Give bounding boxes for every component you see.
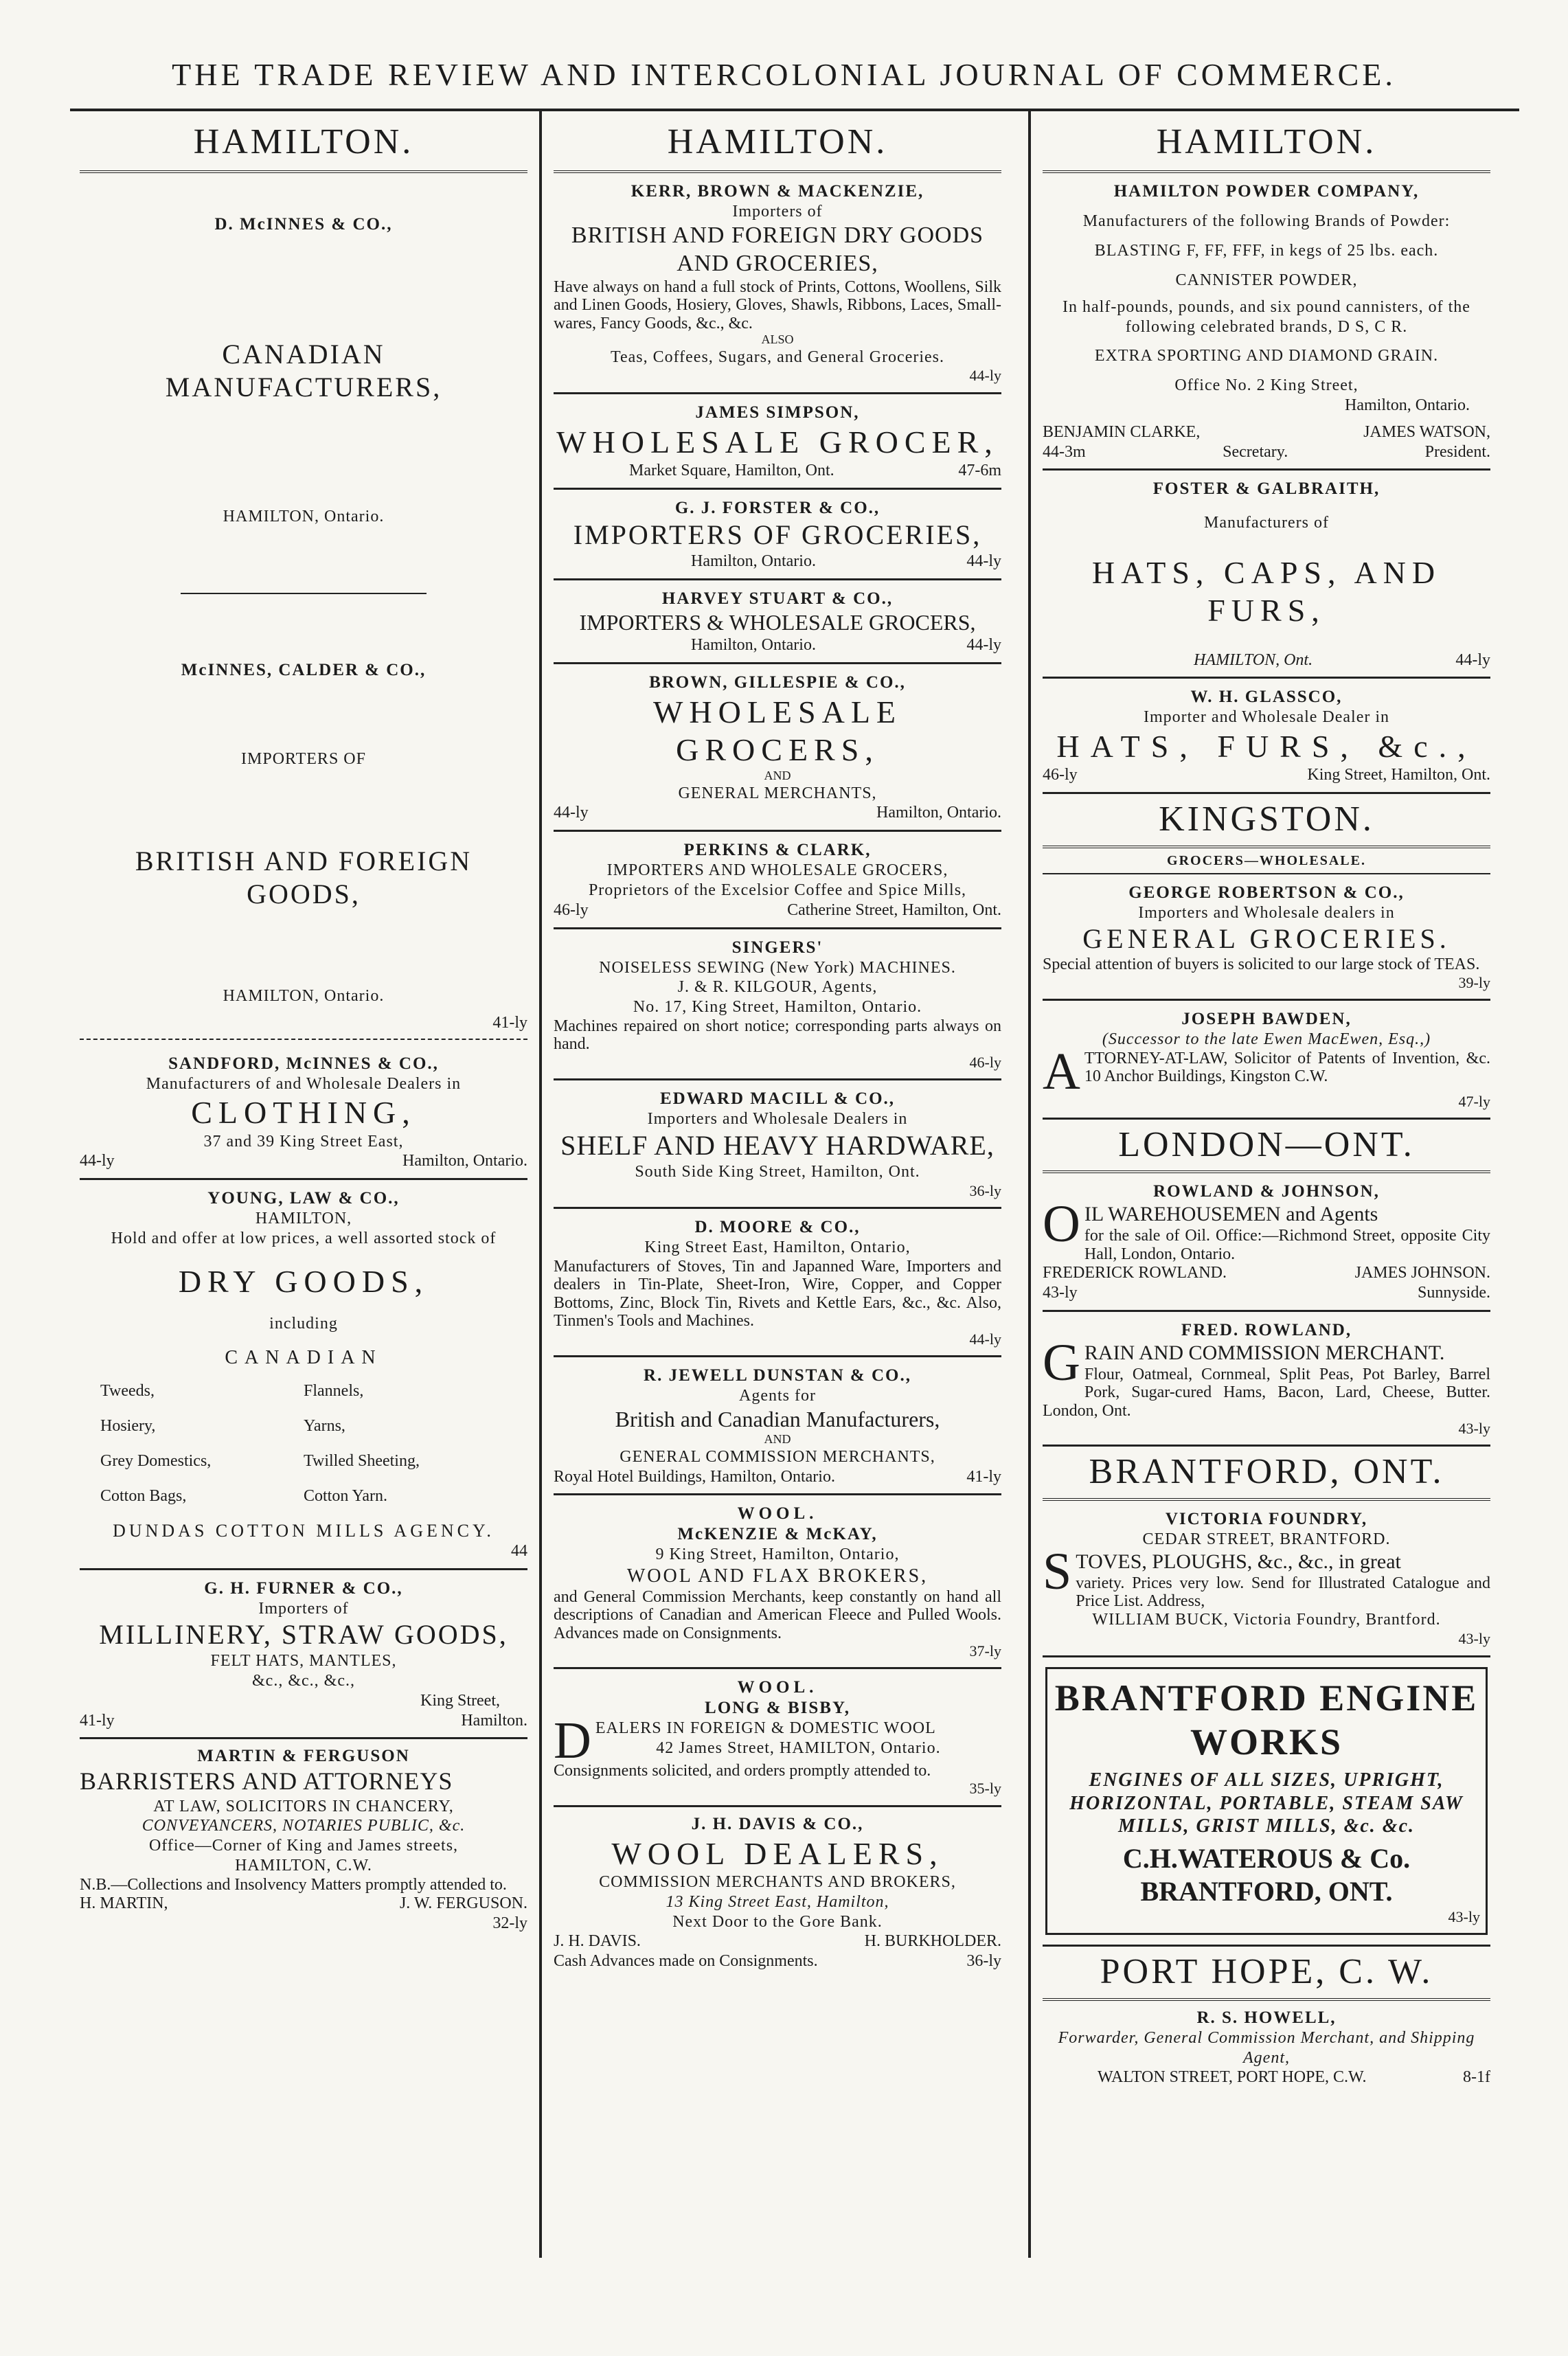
ad-trade: WHOLESALE GROCERS, [652,694,902,767]
ad-name: LONG & BISBY, [705,1699,850,1718]
ad-name: JOSEPH BAWDEN, [1181,1010,1352,1029]
drop-cap: G [1043,1340,1080,1392]
ad-name: G. H. FURNER & CO., [204,1578,403,1598]
ad-owner: C.H.WATEROUS & Co. BRANTFORD, ONT. [1122,1842,1411,1907]
ad-name: G. J. FORSTER & CO., [674,498,880,517]
ad-code: 43-ly [1458,1630,1490,1648]
ad-address: Hamilton, Ontario. [691,552,816,570]
ad-name: FRED. ROWLAND, [1181,1320,1352,1339]
ad-name: J. H. DAVIS & CO., [691,1814,864,1833]
ad-code: 8-1f [1463,2068,1490,2087]
ad-desc2: In half-pounds, pounds, and six pound cannisters, of the following celebrated brands, D S, C R. [1063,297,1470,336]
ad-partner: JAMES JOHNSON. [1354,1264,1490,1282]
ad-code: 46-ly [554,901,589,919]
ad-goods: MILLINERY, STRAW GOODS, [99,1619,508,1651]
ad-gillespie [554,664,1001,832]
ad-address: Royal Hotel Buildings, Hamilton, Ontario. [554,1467,835,1486]
ad-canadian: CANADIAN [225,1346,383,1368]
ad-trade: GENERAL GROCERIES. [1082,923,1451,955]
ad-desc: variety. Prices very low. Send for Illustrated Catalogue and Price List. Address, [1076,1574,1490,1610]
ad-code: 41-ly [492,1013,527,1032]
section-heading: KINGSTON. [1043,794,1490,848]
ad-desc: Machines repaired on short notice; corresponding parts always on hand. [554,1017,1001,1054]
ad-mcinnes [80,173,527,527]
list-item: Cotton Yarn. [304,1486,388,1505]
ad-name: R. JEWELL DUNSTAN & CO., [644,1366,911,1385]
column-2 [544,111,1011,2258]
ad-code: 39-ly [1458,973,1490,991]
ad-also: ALSO [761,332,794,346]
ad-address: Hamilton, Ontario. [691,635,816,654]
ad-office: Office—Corner of King and James streets, [148,1837,459,1855]
ad-trade2: GENERAL MERCHANTS, [678,784,877,802]
ad-trade: WOOL DEALERS, [611,1835,944,1871]
ad-cannister: CANNISTER POWDER, [1175,271,1358,289]
divider [181,593,427,594]
ad-name: McINNES, CALDER & CO., [181,661,427,680]
ad-code: 44-ly [1455,650,1490,669]
ad-code: 43-ly [1043,1284,1078,1302]
ad-trade: HATS, CAPS, AND FURS, [1091,555,1442,628]
ad-code: 37-ly [969,1642,1001,1660]
column-rule [539,111,542,2258]
ad-agency: DUNDAS COTTON MILLS AGENCY. [113,1520,495,1541]
list-item: Yarns, [304,1417,345,1436]
ad-title: BARRISTERS AND ATTORNEYS [80,1767,453,1796]
ad-name: BROWN, GILLESPIE & CO., [649,672,906,692]
ad-name: D. MOORE & CO., [694,1218,861,1237]
ad-moore [554,1209,1001,1357]
ad-trade: WOOL AND FLAX BROKERS, [626,1565,929,1587]
ad-kerr [554,173,1001,394]
ad-trade: IMPORTERS OF GROCERIES, [573,519,982,550]
ad-code: 36-ly [969,1181,1001,1199]
ad-code: 41-ly [80,1711,115,1730]
ad-trade: EALERS IN FOREIGN & DOMESTIC WOOL [595,1719,936,1738]
ad-code: 43-ly [1448,1907,1480,1925]
ad-and: AND [764,1432,791,1447]
ad-trade: IMPORTERS AND WHOLESALE GROCERS, [606,861,948,880]
ad-code: 46-ly [1043,766,1078,784]
ad-address: CEDAR STREET, BRANTFORD. [1142,1530,1391,1548]
ad-goods: DRY GOODS, [178,1263,429,1299]
ad-including: including [269,1314,338,1333]
ad-city: Hamilton, Ontario. [1345,396,1470,414]
engine-works-ad [1045,1667,1488,1936]
ad-glassco [1043,679,1490,794]
ad-name: McKENZIE & McKAY, [677,1525,878,1544]
ad-code: 44 [511,1541,527,1560]
ad-code: 46-ly [969,1053,1001,1071]
ad-code: 44-ly [966,635,1001,654]
ad-line: AT LAW, SOLICITORS IN CHANCERY, [153,1797,454,1815]
ad-trade: TOVES, PLOUGHS, &c., &c., in great [1076,1550,1401,1573]
list-item: Cotton Bags, [100,1486,187,1505]
ad-forster [554,490,1001,580]
ad-city: HAMILTON, C.W. [235,1857,372,1875]
ad-address: 13 King Street East, Hamilton, [666,1892,889,1911]
ad-trade: NOISELESS SEWING (New York) MACHINES. [599,958,956,977]
ad-sandford [80,1045,527,1181]
ad-fred-rowland [1043,1312,1490,1447]
ad-name: YOUNG, LAW & CO., [207,1189,400,1208]
ad-desc: Cash Advances made on Consignments. [554,1952,818,1971]
ad-code: 41-ly [966,1467,1001,1486]
ad-agents: J. & R. KILGOUR, Agents, [677,978,878,997]
ad-tagline: ENGINES OF ALL SIZES, UPRIGHT, HORIZONTAL, PORTABLE, STEAM SAW MILLS, GRIST MILLS, &c. &c. [1069,1769,1464,1837]
ad-address: South Side King Street, Hamilton, Ont. [635,1163,920,1181]
ad-sub: Importers and Wholesale Dealers in [647,1110,908,1129]
ad-teas: Teas, Coffees, Sugars, and General Groceries. [610,348,945,366]
ad-perkins [554,832,1001,929]
ad-partner: J. H. DAVIS. [554,1932,641,1951]
ad-officer: JAMES WATSON, [1363,422,1490,441]
ad-victoria-foundry [1043,1501,1490,1657]
ad-singers [554,929,1001,1081]
ad-sub: Importers of [258,1599,349,1618]
ad-desc: and General Commission Merchants, keep constantly on hand all descriptions of Canadian and American Fleece and Pulled Wools. Advances made on Consignments. [554,1587,1001,1642]
ad-city: Hamilton. [461,1711,527,1730]
section-heading: LONDON—ONT. [1043,1120,1490,1173]
ad-code: 44-ly [554,804,589,822]
drop-cap: A [1043,1049,1080,1093]
ad-calder [80,660,527,1032]
ad-code: 44-3m [1043,442,1086,461]
ad-line: FELT HATS, MANTLES, [210,1652,397,1670]
ad-office: Office No. 2 King Street, [1174,376,1359,395]
ad-martin [80,1739,527,1933]
ad-name: R. S. HOWELL, [1196,2008,1337,2027]
ad-city: Hamilton, Ontario. [402,1152,527,1170]
ad-long-bisby [554,1669,1001,1807]
ad-desc: TTORNEY-AT-LAW, Solicitor of Patents of Invention, &c. 10 Anchor Buildings, Kingston C.W. [1084,1049,1490,1086]
ad-address: WALTON STREET, PORT HOPE, C.W. [1098,2068,1367,2087]
column-1 [70,111,537,2258]
ad-owner: WILLIAM BUCK, Victoria Foundry, Brantford. [1092,1611,1441,1629]
ad-trade: CANADIAN MANUFACTURERS, [165,339,442,403]
ad-place: HAMILTON, [255,1210,352,1228]
ad-code: 47-ly [1458,1092,1490,1110]
ad-desc: Hold and offer at low prices, a well assorted stock of [111,1229,497,1247]
ad-address: Hamilton, Ontario. [876,804,1001,822]
ad-trade: HATS, FURS, &c., [1056,729,1477,764]
column-heading: HAMILTON. [554,111,1001,173]
ad-name: EDWARD MACILL & CO., [659,1089,896,1109]
ad-blasting: BLASTING F, FF, FFF, in kegs of 25 lbs. each. [1094,242,1439,260]
column-heading: HAMILTON. [1043,111,1490,173]
ad-mckenzie [554,1495,1001,1669]
ad-name: GEORGE ROBERTSON & CO., [1128,883,1405,902]
ad-address: Catherine Street, Hamilton, Ont. [787,901,1001,919]
ad-desc: Consignments solicited, and orders promptly attended to. [554,1762,931,1780]
ad-rowland-johnson [1043,1173,1490,1311]
ad-trade: SHELF AND HEAVY HARDWARE, [560,1130,995,1162]
ad-line: COMMISSION MERCHANTS AND BROKERS, [599,1873,956,1892]
ad-partner: FREDERICK ROWLAND. [1043,1264,1227,1282]
ad-davis [554,1807,1001,1971]
ad-code: 47-6m [958,461,1001,479]
ad-trade: British and Canadian Manufacturers, [615,1406,940,1431]
ad-name: SANDFORD, McINNES & CO., [168,1054,439,1073]
ad-line2: CONVEYANCERS, NOTARIES PUBLIC, &c. [141,1817,466,1835]
ad-note: N.B.—Collections and Insolvency Matters promptly attended to. [80,1875,507,1894]
ad-name: FOSTER & GALBRAITH, [1152,479,1380,499]
ad-trade: RAIN AND COMMISSION MERCHANT. [1084,1341,1445,1364]
ad-desc: Flour, Oatmeal, Cornmeal, Split Peas, Pot Barley, Barrel Pork, Sugar-cured Hams, Bacon, Lard, Cheese, Butter. London, Ont. [1043,1365,1490,1420]
ad-officer: BENJAMIN CLARKE, [1043,422,1201,441]
ad-partner-place: Sunnyside. [1417,1284,1490,1302]
ad-code: 36-ly [966,1952,1001,1971]
ad-goods: CLOTHING, [191,1095,416,1131]
ad-sub: Importers and Wholesale dealers in [1138,903,1395,922]
ad-sub: Importers of [732,203,823,221]
ad-partner: H. MARTIN, [80,1894,168,1913]
ad-address: No. 17, King Street, Hamilton, Ontario. [633,998,922,1017]
ad-desc: Forwarder, General Commission Merchant, and Shipping Agent, [1058,2028,1475,2067]
ad-and: AND [764,769,791,783]
ad-powder [1043,173,1490,471]
section-heading: BRANTFORD, ONT. [1043,1447,1490,1500]
ad-name: SINGERS' [731,938,823,957]
ad-desc: Manufacturers of and Wholesale Dealers in [146,1074,462,1093]
ad-trade2: GENERAL COMMISSION MERCHANTS, [620,1447,935,1466]
ad-desc: Manufacturers of Stoves, Tin and Japanned Ware, Importers and dealers in Tin-Plate, Sheet-Iron, Wire, Copper, and Copper Bottoms, Zinc, Block Tin, Rivets and Kettle Ears, &c., &c. Also, Tinmen's Tools and Machines. [554,1258,1001,1330]
ad-name: ROWLAND & JOHNSON, [1153,1182,1380,1201]
ad-sub: Importer and Wholesale Dealer in [1143,708,1390,727]
ad-code: 44-ly [969,1330,1001,1348]
ad-dunstan [554,1357,1001,1495]
section-heading: PORT HOPE, C. W. [1043,1945,1490,2000]
ad-robertson [1043,874,1490,1001]
ad-name: MARTIN & FERGUSON [197,1747,410,1766]
ad-simpson [554,394,1001,490]
ad-code: 44-ly [966,552,1001,570]
ad-trade: WHOLESALE GROCER, [556,424,999,460]
ad-address: King Street, Hamilton, Ont. [1307,766,1490,784]
ad-macill [554,1080,1001,1209]
ad-trade: IL WAREHOUSEMEN and Agents [1084,1203,1378,1226]
drop-cap: S [1043,1549,1072,1600]
ad-address: 9 King Street, Hamilton, Ontario, [655,1545,900,1564]
ad-code: 44-ly [969,367,1001,385]
ad-successor: (Successor to the late Ewen MacEwen, Esq.,) [1102,1030,1431,1049]
column-heading: HAMILTON. [80,111,527,173]
ad-name: HARVEY STUART & CO., [661,589,894,608]
ad-role: Secretary. [1223,442,1288,461]
list-item: Flannels, [304,1382,364,1401]
ad-address: 42 James Street, HAMILTON, Ontario. [656,1739,941,1758]
list-item: Tweeds, [100,1382,155,1401]
list-item: Grey Domestics, [100,1451,212,1470]
ad-place: HAMILTON, Ontario. [223,986,385,1005]
divider [80,1039,527,1040]
ad-name: VICTORIA FOUNDRY, [1165,1509,1368,1528]
ad-desc: Special attention of buyers is solicited to our large stock of TEAS. [1043,955,1480,974]
ad-code: 35-ly [969,1780,1001,1798]
ad-howell [1043,2001,1490,2087]
ad-name: PERKINS & CLARK, [683,841,872,860]
ad-sub: Agents for [739,1386,816,1405]
ad-desc: Manufacturers of the following Brands of Powder: [1082,212,1451,231]
ad-etc: &c., &c., &c., [252,1672,355,1690]
list-item: Twilled Sheeting, [304,1451,420,1470]
ad-title: BRANTFORD ENGINE WORKS [1054,1677,1479,1763]
ad-furner [80,1570,527,1740]
ad-code: 32-ly [492,1914,527,1933]
ad-bawden [1043,1001,1490,1120]
ad-young [80,1180,527,1570]
ad-sub: Manufacturers of [1204,514,1329,532]
ad-partner: H. BURKHOLDER. [864,1932,1001,1951]
ad-name: JAMES SIMPSON, [695,403,860,422]
ad-name: D. McINNES & CO., [214,215,393,234]
ad-name: W. H. GLASSCO, [1190,688,1343,707]
ad-goods: BRITISH AND FOREIGN GOODS, [135,845,473,909]
ad-partner: J. W. FERGUSON. [399,1894,527,1913]
goods-list [80,1381,527,1506]
masthead: THE TRADE REVIEW AND INTERCOLONIAL JOURNAL OF COMMERCE. [172,57,1396,92]
ad-street: King Street, [420,1691,500,1710]
ad-stuart [554,580,1001,664]
ad-code: 43-ly [1458,1420,1490,1437]
ad-place: HAMILTON, Ontario. [223,508,385,526]
ad-address: HAMILTON, Ont. [1194,650,1313,669]
ad-role: President. [1424,442,1490,461]
column-3 [1033,111,1500,2258]
ad-code: 44-ly [80,1152,115,1170]
ad-address: 37 and 39 King Street East, [203,1132,404,1151]
ad-desc: Have always on hand a full stock of Prints, Cottons, Woollens, Silk and Linen Goods, Hosiery, Gloves, Shawls, Ribbons, Laces, Small-wares, Fancy Goods, &c., &c. [554,277,1001,332]
ad-label: WOOL. [737,1504,818,1524]
column-rule [1028,111,1031,2258]
ad-address: King Street East, Hamilton, Ontario, [644,1238,911,1257]
drop-cap: O [1043,1202,1080,1254]
ad-label: WOOL. [737,1678,818,1697]
ad-name: KERR, BROWN & MACKENZIE, [630,182,924,201]
section-sub: GROCERS—WHOLESALE. [1043,848,1490,874]
ad-trade: IMPORTERS & WHOLESALE GROCERS, [579,609,976,635]
ad-goods: BRITISH AND FOREIGN DRY GOODS AND GROCERIES, [571,223,984,276]
list-item: Hosiery, [100,1417,156,1436]
ad-desc: for the sale of Oil. Office:—Richmond Street, opposite City Hall, London, Ontario. [1084,1227,1490,1263]
ad-name: HAMILTON POWDER COMPANY, [1113,182,1420,201]
ad-grain: EXTRA SPORTING AND DIAMOND GRAIN. [1094,347,1439,365]
ad-foster [1043,471,1490,679]
ad-address: Market Square, Hamilton, Ont. [629,461,834,479]
ad-sub: IMPORTERS OF [241,750,366,769]
drop-cap: D [554,1719,591,1763]
ad-address2: Next Door to the Gore Bank. [672,1912,883,1931]
ad-desc: Proprietors of the Excelsior Coffee and Spice Mills, [588,881,967,900]
